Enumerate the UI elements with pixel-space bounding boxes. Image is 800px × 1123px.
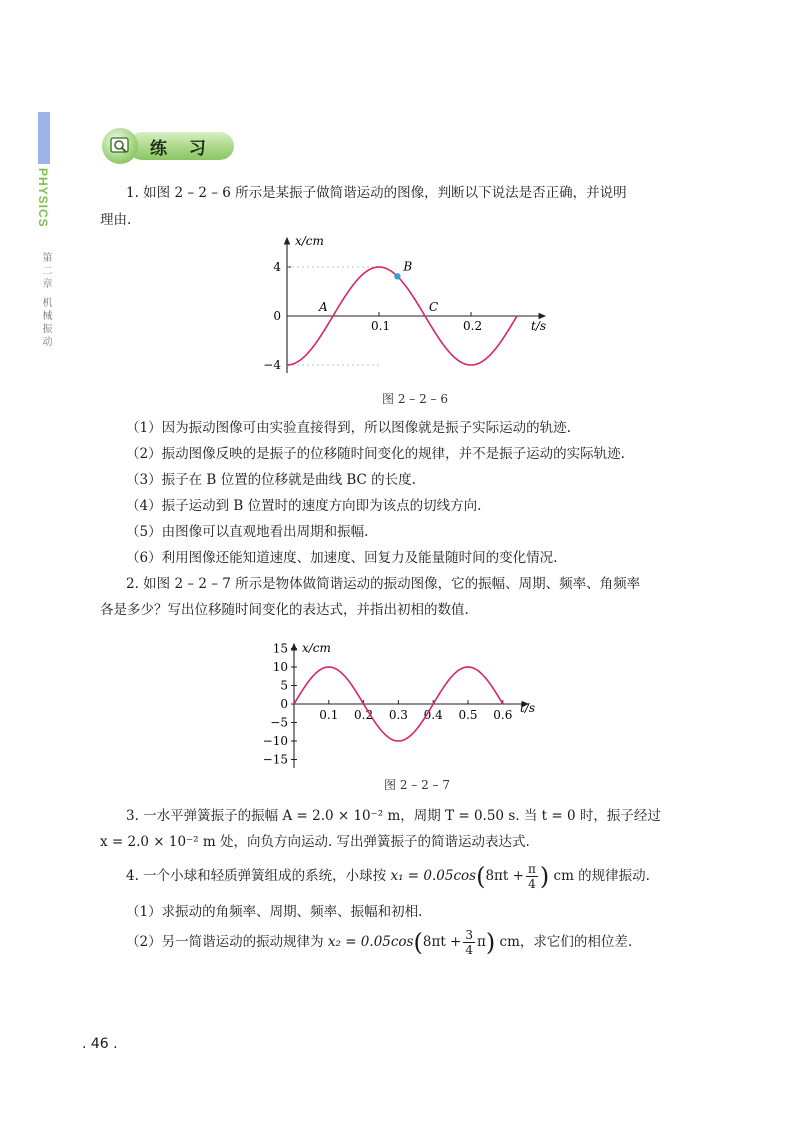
x-axis-label: t/s — [531, 319, 547, 333]
x-tick-label: 0.2 — [354, 708, 374, 722]
q1-line1: 1. 如图 2 – 2 – 6 所示是某振子做简谐运动的图像，判断以下说法是否正确，并说明 — [126, 185, 627, 201]
q1-item-6: （6）利用图像还能知道速度、加速度、回复力及能量随时间的变化情况. — [126, 550, 558, 566]
point-marker-b — [394, 273, 400, 279]
y-tick-label: −15 — [262, 752, 288, 767]
figure-2-2-7-caption: 图 2 – 2 – 7 — [384, 778, 450, 792]
y-tick-label: 0 — [273, 309, 281, 323]
figure-2-2-6-chart — [255, 228, 565, 388]
right-paren: ) — [539, 862, 550, 891]
x-tick-label: 0.6 — [493, 708, 513, 722]
q1-item-2: （2）振动图像反映的是振子的位移随时间变化的规律，并不是振子运动的实际轨迹. — [126, 446, 625, 462]
q4-formula2-arg: 8πt + — [422, 934, 462, 950]
y-tick-label: 5 — [280, 678, 288, 693]
x-axis-label: t/s — [520, 701, 536, 715]
y-axis-label: x/cm — [302, 641, 331, 655]
x-tick-label: 0.2 — [463, 319, 483, 333]
point-label-c: C — [429, 300, 439, 314]
y-axis-label: x/cm — [295, 234, 324, 248]
q3-line1: 3. 一水平弹簧振子的振幅 A = 2.0 × 10⁻² m，周期 T = 0.50 s. 当 t = 0 时，振子经过 — [126, 808, 661, 824]
banner-title: 练 习 — [150, 139, 214, 159]
side-chapter-label: 第二章 机械振动 — [40, 252, 51, 350]
q4-item-1: （1）求振动的角频率、周期、频率、振幅和初相. — [126, 904, 423, 920]
x-tick-label: 0.5 — [458, 708, 478, 722]
left-paren: ( — [413, 928, 423, 957]
y-tick-label: 0 — [280, 697, 288, 711]
y-tick-label: 4 — [273, 260, 281, 274]
q4-item2-intro: （2）另一简谐运动的振动规律为 — [126, 934, 324, 950]
left-paren: ( — [476, 862, 486, 891]
x-tick-label: 0.4 — [423, 708, 443, 722]
y-tick-label: −4 — [263, 358, 281, 372]
q4-tail: cm 的规律振动. — [549, 868, 650, 884]
q4-line1 — [126, 858, 650, 895]
point-label-a: A — [319, 300, 328, 314]
q4-formula-lead: x₁ = 0.05cos — [390, 868, 477, 884]
y-tick-label: −5 — [270, 715, 288, 730]
q1-line2: 理由. — [100, 212, 132, 228]
q4-item-2 — [126, 924, 632, 961]
q2-line1: 2. 如图 2 – 2 – 7 所示是物体做简谐运动的振动图像，它的振幅、周期、频率、角频率 — [126, 576, 641, 592]
right-paren: ) — [485, 928, 496, 957]
y-tick-label: 15 — [272, 641, 288, 656]
frac-suffix: π — [477, 934, 486, 950]
side-color-bar — [38, 112, 50, 164]
figure-2-2-6-caption: 图 2 – 2 – 6 — [382, 392, 448, 406]
frac-numerator: π — [527, 862, 536, 876]
x-tick-label: 0.1 — [319, 708, 339, 722]
q4-fraction — [526, 862, 538, 891]
y-tick-label: −10 — [262, 734, 288, 748]
page-number: . 46 . — [82, 1036, 118, 1052]
point-label-b: B — [403, 259, 413, 274]
frac-denominator: 4 — [465, 943, 474, 957]
frac-numerator: 3 — [465, 928, 474, 942]
q2-line2: 各是多少？写出位移随时间变化的表达式，并指出初相的数值. — [100, 602, 469, 618]
q4-formula-arg: 8πt + — [485, 868, 524, 884]
q1-item-5: （5）由图像可以直观地看出周期和振幅. — [126, 524, 369, 540]
x-tick-label: 0.3 — [388, 708, 408, 722]
q3-line2: x = 2.0 × 10⁻² m 处，向负方向运动. 写出弹簧振子的简谐运动表达式. — [100, 834, 530, 850]
frac-denominator: 4 — [528, 877, 536, 891]
q1-item-4: （4）振子运动到 B 位置时的速度方向即为该点的切线方向. — [126, 498, 482, 514]
x-tick-label: 0.1 — [371, 319, 391, 333]
figure-2-2-7-chart — [256, 638, 556, 770]
q4-item2-tail: cm，求它们的相位差. — [495, 934, 633, 950]
side-physics-label: PHYSICS — [36, 168, 50, 228]
q4-intro: 4. 一个小球和轻质弹簧组成的系统，小球按 — [126, 868, 387, 884]
q1-item-1: （1）因为振动图像可由实验直接得到，所以图像就是振子实际运动的轨迹. — [126, 420, 571, 436]
magnifier-icon — [102, 128, 138, 164]
q1-item-3: （3）振子在 B 位置的位移就是曲线 BC 的长度. — [126, 472, 416, 488]
q4-fraction2 — [463, 928, 475, 957]
q4-formula2-lead: x₂ = 0.05cos — [327, 934, 414, 950]
y-tick-label: 10 — [272, 660, 288, 674]
